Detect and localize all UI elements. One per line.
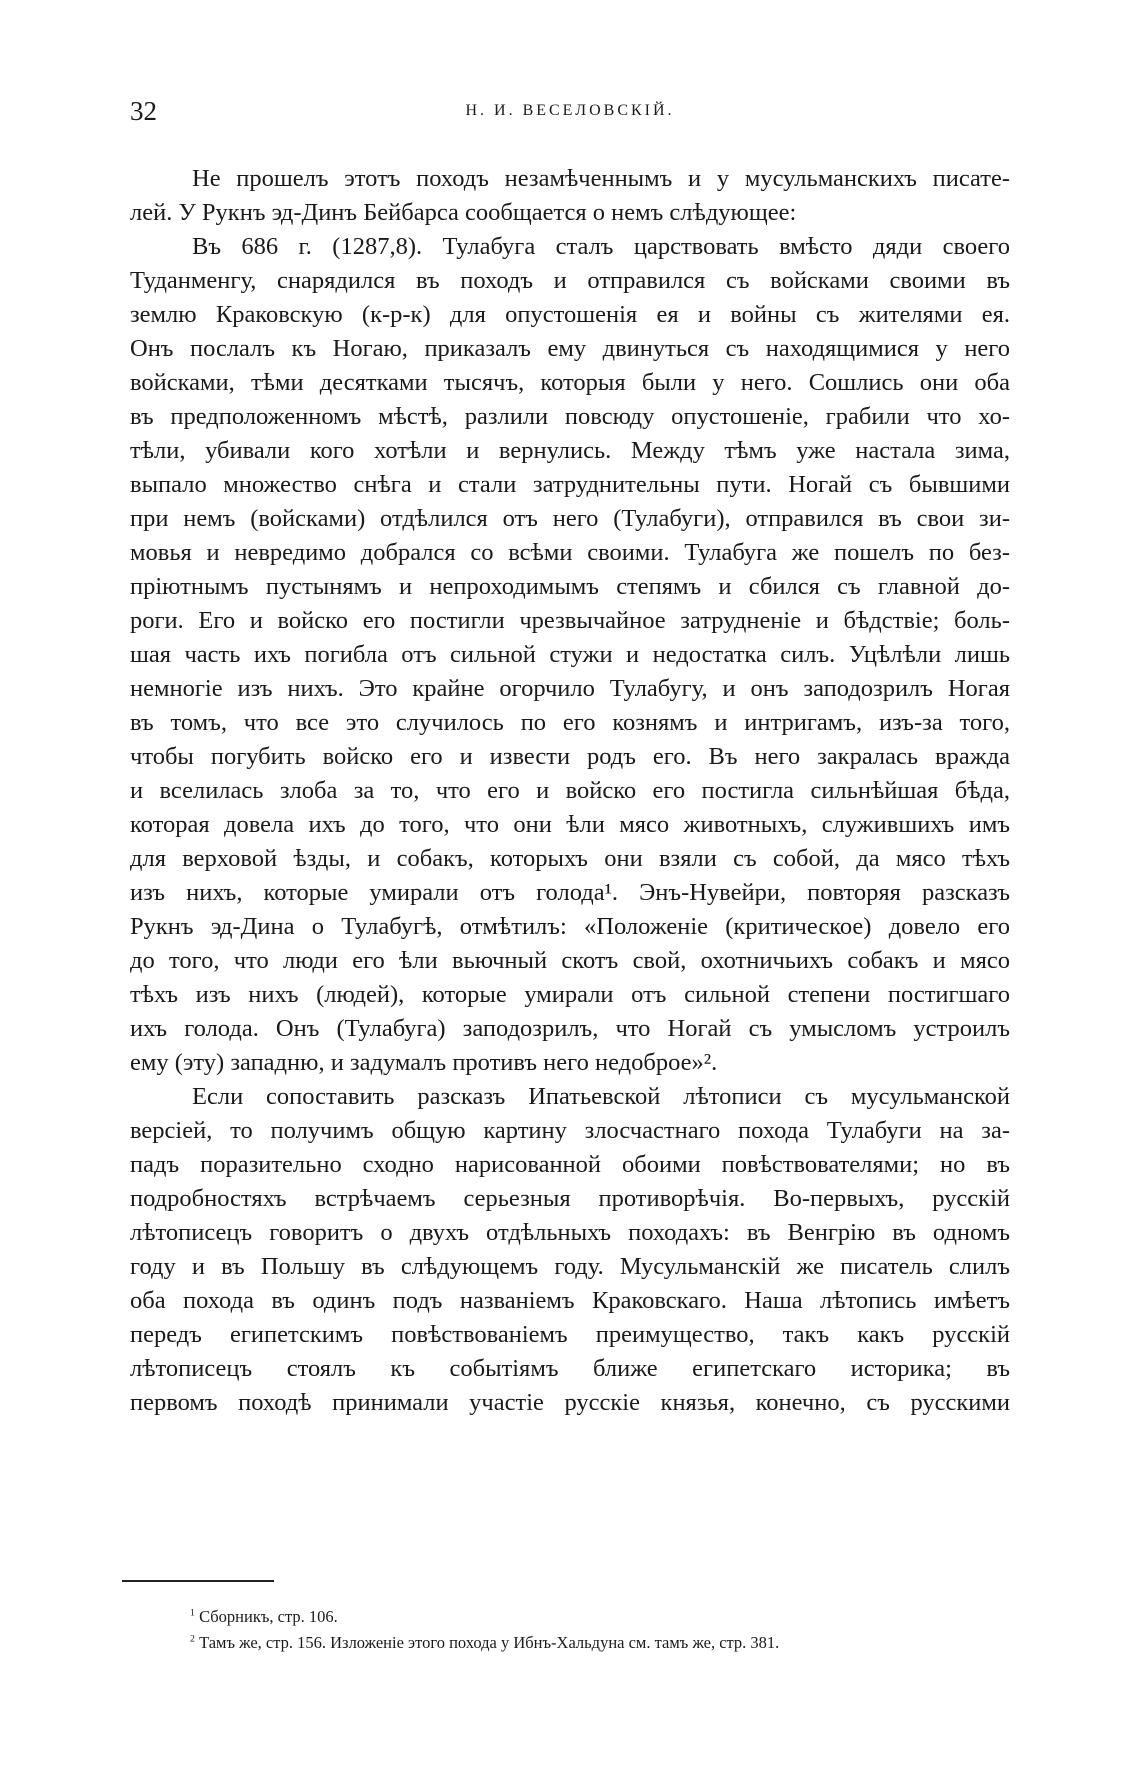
text-line: землю Краковскую (к-р-к) для опустошенія ея и войны съ жителями ея.	[130, 301, 1010, 328]
footnote-mark: 1	[190, 1607, 195, 1619]
text-line: ихъ голода. Онъ (Тулабуга) заподозрилъ, что Ногай съ умысломъ устроилъ	[130, 1015, 1010, 1042]
footnote-text: Сборникъ, стр. 106.	[199, 1607, 338, 1626]
page-number: 32	[130, 96, 157, 126]
text-line: оба похода въ одинъ подъ названіемъ Краковскаго. Наша лѣтопись имѣетъ	[130, 1287, 1010, 1314]
page-header	[130, 96, 1010, 136]
text-line: подробностяхъ встрѣчаемъ серьезныя противорѣчія. Во-первыхъ, русскій	[130, 1185, 1010, 1212]
text-line: версіей, то получимъ общую картину злосчастнаго похода Тулабуги на за-	[130, 1117, 1010, 1144]
running-head: Н. И. ВЕСЕЛОВСКІЙ.	[465, 102, 675, 119]
text-line: роги. Его и войско его постигли чрезвычайное затрудненіе и бѣдствіе; боль-	[130, 607, 1010, 634]
text-line: мовья и невредимо добрался со всѣми своими. Тулабуга же пошелъ по без-	[130, 539, 1010, 566]
text-line: Онъ послалъ къ Ногаю, приказалъ ему двинуться съ находящимися у него	[130, 335, 1010, 362]
text-line: чтобы погубить войско его и извести родъ его. Въ него закралась вражда	[130, 743, 1010, 770]
text-line: въ томъ, что все это случилось по его кознямъ и интригамъ, изъ-за того,	[130, 709, 1010, 736]
text-line: году и въ Польшу въ слѣдующемъ году. Мусульманскій же писатель слилъ	[130, 1253, 1010, 1280]
text-line: пріютнымъ пустынямъ и непроходимымъ степямъ и сбился съ главной до-	[130, 573, 1010, 600]
text-line: Туданменгу, снарядился въ походъ и отправился съ войсками своими въ	[130, 267, 1010, 294]
text-line: передъ египетскимъ повѣствованіемъ преимущество, такъ какъ русскій	[130, 1321, 1010, 1348]
text-line: и вселилась злоба за то, что его и войско его постигла сильнѣйшая бѣда,	[130, 777, 1010, 804]
footnote	[190, 1630, 1030, 1656]
text-line: лей. У Рукнъ эд-Динъ Бейбарса сообщается о немъ слѣдующее:	[130, 199, 797, 226]
text-line: выпало множество снѣга и стали затруднительны пути. Ногай съ бывшими	[130, 471, 1010, 498]
body-text	[130, 162, 1010, 1420]
text-line: ему (эту) западню, и задумалъ противъ него недоброе»².	[130, 1049, 718, 1076]
text-line: шая часть ихъ погибла отъ сильной стужи и недостатка силъ. Уцѣлѣли лишь	[130, 641, 1010, 668]
footnote-mark: 2	[190, 1633, 195, 1645]
footnote	[190, 1604, 1030, 1630]
text-line: при немъ (войсками) отдѣлился отъ него (Тулабуги), отправился въ свои зи-	[130, 505, 1010, 532]
text-line: падъ поразительно сходно нарисованной обоими повѣствователями; но въ	[130, 1151, 1010, 1178]
text-line: немногіе изъ нихъ. Это крайне огорчило Тулабугу, и онъ заподозрилъ Ногая	[130, 675, 1010, 702]
text-line: лѣтописецъ стоялъ къ событіямъ ближе египетскаго историка; въ	[130, 1355, 1010, 1382]
text-line: которая довела ихъ до того, что они ѣли мясо животныхъ, служившихъ имъ	[130, 811, 1010, 838]
text-line: войсками, тѣми десятками тысячъ, которыя были у него. Сошлись они оба	[130, 369, 1010, 396]
footnote-text: Тамъ же, стр. 156. Изложеніе этого похода у Ибнъ-Хальдуна см. тамъ же, стр. 381.	[199, 1633, 780, 1652]
text-line: тѣхъ изъ нихъ (людей), которые умирали отъ сильной степени постигшаго	[130, 981, 1010, 1008]
text-line: первомъ походѣ принимали участіе русскіе князья, конечно, съ русскими	[130, 1389, 1010, 1416]
footnotes	[190, 1604, 1030, 1656]
text-line: тѣли, убивали кого хотѣли и вернулись. Между тѣмъ уже настала зима,	[130, 437, 1010, 464]
text-line: до того, что люди его ѣли вьючный скотъ свой, охотничьихъ собакъ и мясо	[130, 947, 1010, 974]
footnote-rule	[122, 1580, 274, 1583]
text-line: Не прошелъ этотъ походъ незамѣченнымъ и у мусульманскихъ писате-	[192, 165, 1010, 192]
text-line: для верховой ѣзды, и собакъ, которыхъ они взяли съ собой, да мясо тѣхъ	[130, 845, 1010, 872]
text-line: въ предположенномъ мѣстѣ, разлили повсюду опустошеніе, грабили что хо-	[130, 403, 1010, 430]
text-line: изъ нихъ, которые умирали отъ голода¹. Энъ-Нувейри, повторяя разсказъ	[130, 879, 1010, 906]
text-line: Въ 686 г. (1287,8). Тулабуга сталъ царствовать вмѣсто дяди своего	[192, 233, 1010, 260]
text-line: лѣтописецъ говоритъ о двухъ отдѣльныхъ походахъ: въ Венгрію въ одномъ	[130, 1219, 1010, 1246]
text-line: Рукнъ эд-Дина о Тулабугѣ, отмѣтилъ: «Положеніе (критическое) довело его	[130, 913, 1010, 940]
text-line: Если сопоставить разсказъ Ипатьевской лѣтописи съ мусульманской	[192, 1083, 1010, 1110]
